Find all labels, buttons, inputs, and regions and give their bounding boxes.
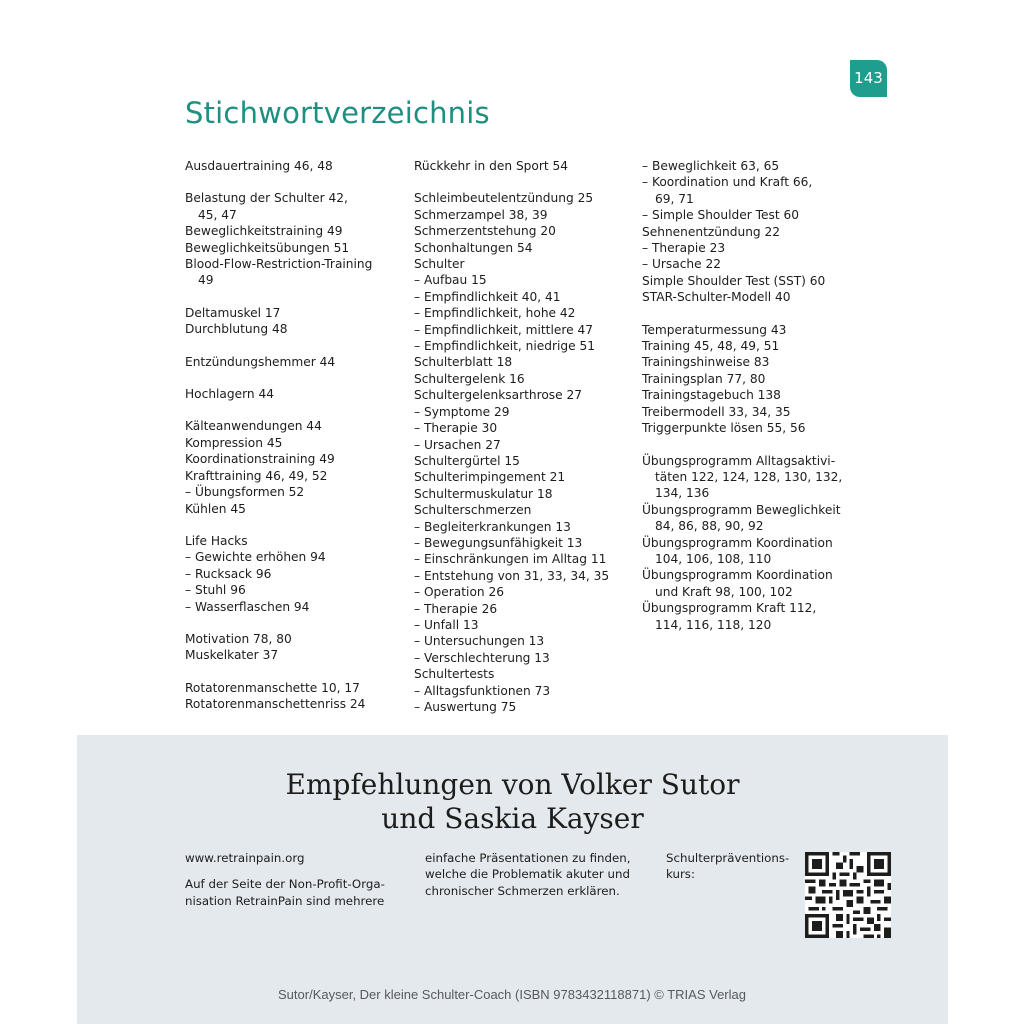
index-entry: Rückkehr in den Sport 54 (414, 159, 569, 173)
index-subentry: – Rucksack 96 (185, 566, 272, 581)
index-entry: Simple Shoulder Test (SST) 60 (642, 273, 826, 288)
recommendation-column-2 (425, 850, 645, 899)
recommendation-column-1 (185, 850, 400, 909)
index-subentry: – Symptome 29 (414, 404, 510, 419)
index-subentry: – Auswertung 75 (414, 700, 517, 714)
index-subentry: – Operation 26 (414, 585, 505, 600)
index-entry: Rotatorenmanschette 10, 17 (185, 680, 360, 695)
index-subentry: – Einschränkungen im Alltag 11 (414, 552, 607, 567)
index-entry: Kälteanwendungen 44 (185, 419, 322, 434)
index-subentry: – Verschlechterung 13 (414, 650, 550, 665)
index-entry: Schultermuskulatur 18 (414, 486, 553, 501)
recommendation-text-continued: einfache Präsentationen zu finden, welche die Problematik akuter und chronischer Schmerzen erklären. (425, 851, 631, 898)
index-entry: Rotatorenmanschettenriss 24 (185, 697, 366, 712)
website-link[interactable]: www.retrainpain.org (185, 851, 305, 865)
index-entry: Ausdauertraining 46, 48 (185, 159, 333, 173)
index-subentry: – Empfindlichkeit, mittlere 47 (414, 322, 593, 337)
index-subentry: – Untersuchungen 13 (414, 634, 545, 649)
index-entry: Belastung der Schulter 42, 45, 47 (185, 191, 348, 222)
index-subentry: – Übungsformen 52 (185, 485, 305, 500)
index-entry: Schultergürtel 15 (414, 453, 520, 468)
index-subentry: – Beweglichkeit 63, 65 (642, 159, 780, 173)
index-entry: Schultertests (414, 667, 495, 682)
index-entry: Übungsprogramm Alltagsaktivi- täten 122, 124, 128, 130, 132, 134, 136 (642, 453, 843, 501)
index-subentry: – Koordination und Kraft 66, 69, 71 (642, 175, 813, 206)
index-entry: Krafttraining 46, 49, 52 (185, 468, 328, 483)
index-entry: Schleimbeutelentzündung 25 (414, 191, 594, 206)
index-entry: Übungsprogramm Koordination 104, 106, 108, 110 (642, 535, 833, 566)
index-entry: Deltamuskel 17 (185, 305, 281, 320)
index-entry: Schulterschmerzen (414, 503, 532, 518)
index-entry: Übungsprogramm Kraft 112, 114, 116, 118, 120 (642, 601, 817, 632)
recommendation-box (77, 735, 948, 1024)
index-entry: Schonhaltungen 54 (414, 240, 533, 255)
recommendation-text: Auf der Seite der Non-Profit-Orga- nisation RetrainPain sind mehrere (185, 877, 385, 908)
index-subentry: – Ursachen 27 (414, 437, 501, 452)
index-entry: Motivation 78, 80 (185, 631, 292, 646)
index-subentry: – Gewichte erhöhen 94 (185, 550, 326, 565)
index-subentry: – Ursache 22 (642, 257, 722, 272)
index-entry: Schultergelenk 16 (414, 371, 525, 386)
index-subentry: – Empfindlichkeit, niedrige 51 (414, 339, 596, 354)
index-subentry: – Empfindlichkeit 40, 41 (414, 289, 561, 304)
index-entry: Trainingsplan 77, 80 (642, 371, 766, 386)
index-entry: Durchblutung 48 (185, 322, 288, 337)
index-entry: Schmerzampel 38, 39 (414, 207, 548, 222)
index-entry: Muskelkater 37 (185, 648, 279, 663)
index-subentry: – Empfindlichkeit, hohe 42 (414, 306, 576, 321)
index-entry: Kühlen 45 (185, 501, 246, 516)
index-entry: Treibermodell 33, 34, 35 (642, 404, 791, 419)
index-column-2 (414, 158, 634, 715)
index-entry: Schultergelenksarthrose 27 (414, 388, 583, 403)
index-entry: Beweglichkeitstraining 49 (185, 224, 343, 239)
recommendation-title: Empfehlungen von Volker Sutor und Saskia Kayser (285, 768, 740, 835)
index-column-1 (185, 158, 400, 713)
index-entry: Training 45, 48, 49, 51 (642, 339, 780, 354)
course-label: Schulterpräventions- kurs: (666, 851, 790, 882)
index-entry: Beweglichkeitsübungen 51 (185, 240, 350, 255)
index-subentry: – Alltagsfunktionen 73 (414, 683, 551, 698)
index-column-3 (642, 158, 852, 633)
index-entry: Schulter (414, 257, 465, 272)
footer-citation: Sutor/Kayser, Der kleine Schulter-Coach (ISBN 9783432118871) © TRIAS Verlag (278, 987, 746, 1002)
page-number-badge: 143 (850, 60, 887, 97)
index-entry: Übungsprogramm Koordination und Kraft 98, 100, 102 (642, 568, 833, 599)
index-subentry: – Aufbau 15 (414, 273, 487, 288)
index-entry: Sehnenentzündung 22 (642, 224, 781, 239)
index-subentry: – Therapie 23 (642, 241, 726, 256)
index-entry: Schulterblatt 18 (414, 355, 513, 370)
index-entry: Life Hacks (185, 533, 248, 548)
index-entry: Temperaturmessung 43 (642, 322, 787, 337)
page-title: Stichwortverzeichnis (185, 96, 490, 130)
index-entry: Trainingstagebuch 138 (642, 388, 781, 403)
index-entry: Kompression 45 (185, 435, 283, 450)
index-entry: STAR-Schulter-Modell 40 (642, 290, 791, 305)
index-entry: Schmerzentstehung 20 (414, 224, 556, 239)
recommendation-column-3 (666, 850, 796, 883)
index-entry: Trainingshinweise 83 (642, 355, 770, 370)
index-subentry: – Therapie 26 (414, 601, 498, 616)
index-subentry: – Wasserflaschen 94 (185, 599, 310, 614)
index-subentry: – Bewegungsunfähigkeit 13 (414, 535, 583, 550)
index-entry: Schulterimpingement 21 (414, 470, 566, 485)
index-entry: Entzündungshemmer 44 (185, 354, 336, 369)
index-subentry: – Therapie 30 (414, 421, 498, 436)
index-subentry: – Entstehung von 31, 33, 34, 35 (414, 568, 610, 583)
index-subentry: – Begleiterkrankungen 13 (414, 519, 571, 534)
index-entry: Triggerpunkte lösen 55, 56 (642, 421, 806, 436)
index-subentry: – Simple Shoulder Test 60 (642, 208, 799, 223)
index-entry: Hochlagern 44 (185, 387, 275, 402)
index-entry: Koordinationstraining 49 (185, 452, 335, 467)
index-subentry: – Unfall 13 (414, 617, 479, 632)
index-entry: Blood-Flow-Restriction-Training 49 (185, 257, 373, 288)
qr-code-icon[interactable] (805, 852, 891, 938)
index-subentry: – Stuhl 96 (185, 583, 246, 598)
index-entry: Übungsprogramm Beweglichkeit 84, 86, 88, 90, 92 (642, 502, 841, 534)
